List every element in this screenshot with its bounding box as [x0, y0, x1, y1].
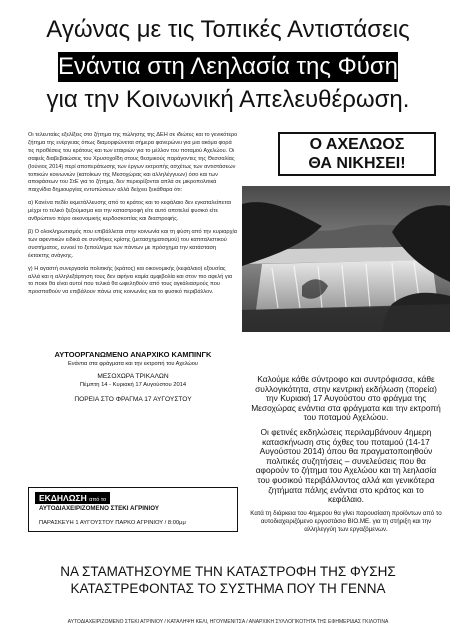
slogan-line-2: ΘΑ ΝΙΚΗΣΕΙ! [308, 155, 406, 172]
camp-march: ΠΟΡΕΙΑ ΣΤΟ ΦΡΑΓΜΑ 17 ΑΥΓΟΥΣΤΟΥ [74, 396, 192, 403]
camp-info [28, 350, 238, 404]
event-tag-label: ΕΚΔΗΛΩΣΗ [39, 493, 87, 503]
event-tag-suffix: από το [89, 497, 107, 503]
intro-text [28, 132, 238, 302]
river-dam-illustration [242, 186, 450, 332]
callout-text [250, 375, 442, 539]
event-venue: ΑΥΤΟΔΙΑΧΕΙΡΙΖΟΜΕΝΟ ΣΤΕΚΙ ΑΓΡΙΝΙΟΥ [39, 505, 159, 512]
intro-paragraph: Οι τελευταίες εξελίξεις στο ζήτημα της πώλησης της ΔΕΗ σε ιδιώτες και το γενικότερο ζήτημα της ενέργειας όπως διαμορφώνεται σήμερα φανερώνει για μια ακόμα φορά τις προθέσεις του κράτους και των εταιριών για το μέλλον του ποταμού Αχελώου. Οι σαφείς διαβεβαιώσεις του Χρυσοχοΐδη στους θεσμικούς παράγοντες της Θεσσαλίας (Ιούνιος 2014) περί αποπεράτωσης των έργων εκτροπής ασχέτως των αντιστάσεων τοπικών κοινωνιών (κατοίκων της Μεσοχώρας και αλληλέγγυων) όσο και των αποφάσεων του ΣτΕ για το ζήτημα, δεν περιορίζονται απλά σε μικροπολιτικά παιχνίδια δημιουργίας εντυπώσεων αλλά δείχνει ξεκάθαρα ότι: [28, 132, 238, 194]
footer-slogan-line-1: ΝΑ ΣΤΑΜΑΤΗΣΟΥΜΕ ΤΗΝ ΚΑΤΑΣΤΡΟΦΗ ΤΗΣ ΦΥΣΗΣ [60, 564, 396, 579]
slogan-line-1: Ο ΑΧΕΛΩΟΣ [309, 136, 405, 153]
river-dam-photo [242, 186, 450, 332]
callout-paragraph-3: Κατά τη διάρκεια του 4ημερου θα γίνει παρουσίαση προϊόντων από το αυτοδιαχειριζόμενο εργοστάσιο ΒΙΟ.ΜΕ. για τη στήριξη και την αλληλεγγύη των εργαζόμενων. [250, 509, 442, 533]
intro-point-a: α) Κανένα πεδίο εκμετάλλευσης από το κράτος και το κεφάλαιο δεν εγκαταλείπεται μέχρι το τελικό ξεζούμισμα και την καταστροφή είτε αυτό αποτελεί φυσικό είτε ανθρώπινο πόρο οικονομικής κερδοσκοπίας και διαστροφής. [28, 200, 232, 223]
camp-dates: Πέμπτη 14 - Κυριακή 17 Αυγούστου 2014 [79, 382, 187, 388]
event-when: ΠΑΡΑΣΚΕΥΗ 1 ΑΥΓΟΥΣΤΟΥ ΠΑΡΚΟ ΑΓΡΙΝΙΟΥ / 8:00μμ [39, 520, 186, 526]
headline-line-3: για την Κοινωνική Απελευθέρωση. [46, 86, 410, 113]
intro-point-c: γ) Η αγαστή συνεργασία πολιτικής (κράτος) και οικονομικής (κεφάλαιο) εξουσίας αλλά και η αλληλεξάρτηση τους δεν αφήνει καμία αμφιβολία και στον πιο αφελή για το ποιοι θα είναι αυτοί που τελικά θα ωφεληθούν από τους αγκάλιασμούς που προσπαθούν να επιβάλουν πάνω στις κοινωνίες και το φυσικό περιβάλλον. [28, 265, 233, 296]
callout-paragraph-2: Οι φετινές εκδηλώσεις περιλαμβάνουν 4ημερη κατασκήνωση στις όχθες του ποταμού (14-17 Αυγούστου 2014) όπου θα πραγματοποιηθούν πολιτικές συζητήσεις – συνελεύσεις που θα αφορούν το ζήτημα του Αχελώου και τη λεηλασία του φυσικού περιβάλλοντος αλλά και γενικότερα ζητήματα πάλης ενάντια στο κράτος και το κεφάλαιο. [255, 426, 437, 505]
event-tag [35, 492, 110, 504]
slogan-box [278, 132, 436, 176]
headline-banner: Ενάντια στη Λεηλασία της Φύσης [58, 53, 410, 80]
intro-point-b: β) Ο ολοκληρωτισμός που επιβάλλεται στην κοινωνία και τη φύση από την κυριαρχία των αφεντικών ειδικά σε συνθήκες κρίσης (μετασχηματισμού) του καπιταλιστικού συστήματος, ευνοεί το ξεπούλημα των πάντων με πρόσχημα την κατάσταση έκτακτης ανάγκης. [28, 228, 238, 259]
camp-place: ΜΕΣΟΧΩΡΑ ΤΡΙΚΑΛΩΝ [97, 373, 169, 380]
camp-subtitle: Ενάντια στα φράγματα και την εκτροπή του Αχελώου [68, 361, 198, 367]
footer-credits: ΑΥΤΟΔΙΑΧΕΙΡΙΖΟΜΕΝΟ ΣΤΕΚΙ ΑΓΡΙΝΙΟΥ / ΚΑΤΑΛΗΨΗ ΚΕΛΙ, ΗΓΟΥΜΕΝΙΤΣΑ / ΑΝΑΡΧΙΚΗ ΣΥΛΛΟΓΙΚΟΤΗΤΑ ΤΗΣ ΕΦΗΜΕΡΙΔΑΣ ΓΚΙΛΟΤΙΝΑ [67, 619, 389, 625]
camp-title: ΑΥΤΟΟΡΓΑΝΩΜΕΝΟ ΑΝΑΡΧΙΚΟ ΚΑΜΠΙΝΓΚ [54, 350, 212, 359]
callout-paragraph-1: Καλούμε κάθε σύντροφο και συντρόφισσα, κάθε συλλογικότητα, στην κεντρική εκδήλωση (πορεία) την Κυριακή 17 Αυγούστου στο φράγμα της Μεσοχώρας ενάντια στα φράγματα και την εκτροπή του ποταμού Αχελώου. [251, 374, 441, 423]
headline-line-1: Αγώνας με τις Τοπικές Αντιστάσεις [46, 16, 410, 43]
event-box [28, 487, 238, 532]
footer-slogan-line-2: ΚΑΤΑΣΤΡΕΦΟΝΤΑΣ ΤΟ ΣΥΣΤΗΜΑ ΠΟΥ ΤΗ ΓΕΝΝΑ [70, 581, 386, 596]
